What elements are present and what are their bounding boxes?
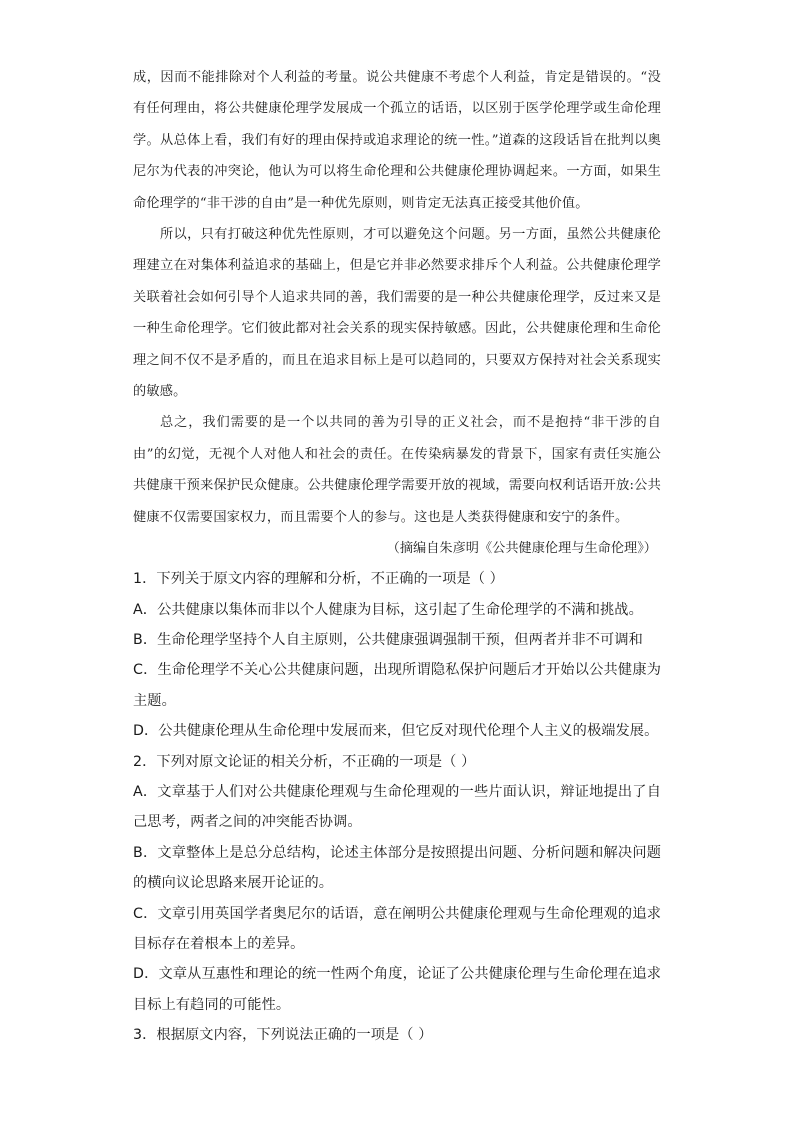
question-3-stem: 3．根据原文内容，下列说法正确的一项是（ ） [133, 1027, 433, 1044]
question-2-stem: 2．下列对原文论证的相关分析，不正确的一项是（ ） [133, 753, 476, 770]
question-1-option-c: C．生命伦理学不关心公共健康问题，出现所谓隐私保护问题后才开始以公共健康为主题。 [133, 662, 661, 709]
article-source: （摘编自朱彦明《公共健康伦理与生命伦理》） [386, 541, 657, 557]
article-paragraph-2: 所以，只有打破这种优先性原则，才可以避免这个问题。另一方面，虽然公共健康伦理建立在对集体利益追求的基础上，但是它并非必然要求排斥个人利益。公共健康伦理学关联着社会如何引导个人追求共同的善，我们需要的是一种公共健康伦理学，反过来又是一种生命伦理学。它们彼此都对社会关系的现实保持敏感。因此，公共健康伦理和生命伦理之间不仅不是矛盾的，而且在追求目标上是可以趋同的，只要双方保持对社会关系现实的敏感。 [133, 227, 661, 400]
question-1-stem: 1．下列关于原文内容的理解和分析，不正确的一项是（ ） [133, 571, 504, 588]
question-1-option-d: D．公共健康伦理从生命伦理中发展而来，但它反对现代伦理个人主义的极端发展。 [133, 723, 659, 740]
article-paragraph-1: 成，因而不能排除对个人利益的考量。说公共健康不考虑个人利益，肯定是错误的。“没有任何理由，将公共健康伦理学发展成一个孤立的话语，以区别于医学伦理学或生命伦理学。从总体上看，我们有好的理由保持或追求理论的统一性。”道森的这段话旨在批判以奥尼尔为代表的冲突论，他认为可以将生命伦理和公共健康伦理协调起来。一方面，如果生命伦理学的“非干涉的自由”是一种优先原则，则肯定无法真正接受其他价值。 [133, 70, 661, 211]
question-2-option-c: C．文章引用英国学者奥尼尔的话语，意在阐明公共健康伦理观与生命伦理观的追求目标存在着根本上的差异。 [133, 905, 661, 952]
question-2-option-a: A．文章基于人们对公共健康伦理观与生命伦理观的一些片面认识，辩证地提出了自己思考，两者之间的冲突能否协调。 [133, 783, 661, 831]
document-page [133, 62, 661, 1051]
question-1-option-a: A．公共健康以集体而非以个人健康为目标，这引起了生命伦理学的不满和挑战。 [133, 601, 643, 618]
question-1-option-b: B．生命伦理学坚持个人自主原则，公共健康强调强制干预，但两者并非不可调和 [133, 631, 643, 648]
question-2-option-d: D．文章从互惠性和理论的统一性两个角度，论证了公共健康伦理与生命伦理在追求目标上有趋同的可能性。 [133, 966, 661, 1013]
question-2-option-b: B．文章整体上是总分总结构，论述主体部分是按照提出问题、分析问题和解决问题的横向议论思路来展开论证的。 [133, 844, 661, 892]
article-paragraph-3: 总之，我们需要的是一个以共同的善为引导的正义社会，而不是抱持“非干涉的自由”的幻觉，无视个人对他人和社会的责任。在传染病暴发的背景下，国家有责任实施公共健康干预来保护民众健康。公共健康伦理学需要开放的视域，需要向权利话语开放:公共健康不仅需要国家权力，而且需要个人的参与。这也是人类获得健康和安宁的条件。 [133, 415, 661, 525]
